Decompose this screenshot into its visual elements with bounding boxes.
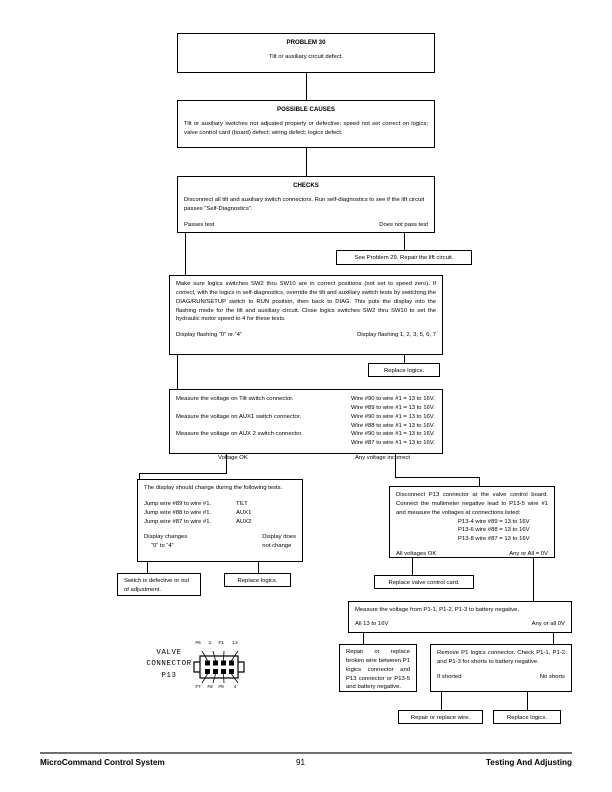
valve-connector-caption-l2: CONNECTOR — [146, 660, 192, 669]
connector-measure-right-h — [395, 477, 479, 478]
measure-row — [176, 413, 436, 431]
jump-row — [144, 509, 296, 518]
repair-replace-wire-text: Repair or replace wire. — [410, 715, 471, 721]
repair-broken-wire-box — [339, 644, 417, 692]
measure-leg-voltage-ok: Voltage OK — [218, 455, 248, 462]
footer-divider — [40, 752, 572, 754]
measure-p1-box — [348, 601, 572, 633]
display-leg-no-change — [262, 533, 296, 551]
jump-label-aux1: AUX1 — [236, 509, 252, 516]
p13-list-item: P13-8 wire #87 = 13 to 16V — [458, 536, 530, 543]
logics-leg-flash-0-4: Display flashing “0” or “4” — [176, 332, 242, 339]
p13-disconnect-box — [389, 486, 555, 558]
jump-row — [144, 500, 296, 509]
p13-disconnect-text: Disconnect P13 connector at the valve control board. Connect the multimeter negative lead to P13-5 wire #1 and measure the voltages at connections listed: — [396, 492, 548, 516]
connector-pin-top-3: #1 — [218, 641, 224, 646]
connector-pin-bottom-1: #7 — [195, 685, 201, 690]
remove-p1-leg-shorted: If shorted — [437, 673, 462, 680]
measure-row — [176, 430, 436, 448]
measure-results-aux2 — [351, 430, 436, 448]
remove-p1-leg-no-shorts: No shorts — [539, 673, 565, 680]
replace-logics-box-2 — [224, 573, 291, 587]
measure-label-tilt: Measure the voltage on Tilt switch connector. — [176, 396, 294, 402]
measure-voltages-box — [169, 389, 443, 462]
checks-text: Disconnect all tilt and auxiliary switch connectors. Run self-diagnostics to see if the lift circuit passes "Self-Diagnostics". — [184, 197, 425, 212]
measure-result: Wire #90 to wire #1 = 13 to 16V. — [351, 413, 435, 420]
connector-pin-bottom-3: #9 — [218, 685, 224, 690]
jump-row — [144, 518, 296, 527]
valve-connector-caption-l1: VALVE — [156, 649, 182, 657]
see-problem-29-box — [336, 250, 472, 265]
connector-p1-right — [553, 633, 554, 644]
problem-box — [177, 33, 435, 73]
connector-pin-bottom-2: #8 — [207, 685, 213, 690]
connector-pin-top-4: 13 — [232, 641, 238, 646]
measure-leg-voltage-bad: Any voltage incorrect — [354, 455, 410, 462]
repair-broken-wire-text: Repair or replace broken wire between P1 logics connector and P13 connector or P13-5 and battery negative. — [346, 649, 410, 691]
connector-p13-right — [533, 558, 534, 601]
p13-list-item: P13-6 wire #88 = 13 to 16V — [458, 527, 530, 534]
remove-p1-box — [430, 644, 572, 692]
measure-label-aux1: Measure the voltage on AUX1 switch connector. — [176, 413, 302, 420]
logics-switches-box — [169, 275, 443, 355]
checks-leg-passes: Passes test — [184, 221, 215, 228]
connector-logics-right — [404, 355, 405, 363]
connector-checks-fail — [404, 233, 405, 250]
p13-leg-zero: Any or All = 0V — [509, 551, 548, 558]
checks-box — [177, 176, 435, 233]
possible-causes-title: POSSIBLE CAUSES — [277, 106, 335, 113]
jump-wire-aux1: Jump wire #88 to wire #1. — [144, 509, 212, 516]
problem-text: Tilt or auxiliary circuit defect. — [268, 54, 344, 61]
repair-replace-wire-box — [398, 710, 483, 724]
measure-p1-leg-zero: Any or all 0V — [531, 620, 565, 627]
display-leg-changes-l1: Display changes — [144, 534, 188, 541]
jump-wire-aux2: Jump wire #87 to wire #1. — [144, 518, 212, 525]
connector-display-right — [258, 562, 259, 573]
connector-pin-top-2: 1 — [208, 641, 212, 646]
measure-result: Wire #90 to wire #1 = 13 to 16V. — [351, 431, 435, 438]
logics-leg-flash-other: Display flashing 1, 2, 3, 5, 6, 7 — [357, 332, 436, 339]
problem-title: PROBLEM 30 — [286, 39, 326, 46]
switch-defective-text: Switch is defective or out of adjustment. — [124, 578, 190, 593]
display-leg-changes — [144, 533, 187, 551]
connector-causes-to-checks — [306, 148, 307, 176]
footer-right-text: Testing And Adjusting — [485, 758, 572, 767]
replace-logics-text-3: Replace logics. — [507, 715, 547, 721]
remove-p1-text: Remove P1 logics connector. Check P1-1, P1-2 and P1-3 for shorts to battery negative. — [437, 650, 565, 665]
replace-logics-box-1 — [368, 363, 440, 377]
measure-results-aux1 — [351, 413, 436, 431]
connector-display-left — [147, 562, 148, 573]
checks-title: CHECKS — [293, 182, 319, 189]
p13-leg-ok: All voltages OK — [396, 551, 437, 558]
jump-wire-tilt: Jump wire #89 to wire #1. — [144, 500, 212, 507]
measure-row — [176, 395, 436, 413]
connector-remove-p1-right — [527, 692, 528, 710]
replace-logics-box-3 — [493, 710, 561, 724]
measure-result: Wire #90 to wire #1 = 13 to 16V. — [351, 396, 435, 402]
connector-pin-bottom-4: 4 — [233, 685, 237, 690]
measure-result: Wire #89 to wire #1 = 13 to 16V. — [351, 404, 435, 411]
replace-valve-card-text: Replace valve control card. — [388, 580, 460, 586]
jump-label-aux2: AUX2 — [236, 518, 252, 525]
measure-result: Wire #88 to wire #1 = 13 to 16V. — [351, 422, 435, 429]
display-change-box — [137, 479, 303, 562]
replace-valve-card-box — [374, 575, 474, 589]
measure-p1-leg-ok: All 13 to 16V — [355, 620, 389, 627]
display-leg-no-change-l2: not change — [262, 543, 292, 550]
connector-measure-right-down — [479, 477, 480, 486]
possible-causes-box — [177, 100, 435, 148]
display-leg-changes-l2: “0” to “4” — [151, 543, 174, 550]
measure-result: Wire #87 to wire #1 = 13 to 16V. — [351, 440, 435, 447]
connector-p1-left — [363, 633, 364, 644]
display-change-text: The display should change during the following tests. — [144, 485, 283, 491]
switch-defective-box — [117, 573, 201, 596]
footer-left-text: MicroCommand Control System — [40, 758, 165, 767]
jump-label-tilt: TILT — [236, 500, 248, 507]
measure-p1-text: Measure the voltage from P1-1, P1-2, P1-3 to battery negative. — [355, 607, 520, 613]
measure-label-aux2: Measure the voltage on AUX 2 switch connector. — [176, 431, 303, 438]
see-problem-29-text: See Problem 29. Repair the lift circuit. — [354, 255, 454, 261]
footer-page-number: 91 — [296, 758, 306, 767]
connector-measure-left-h — [139, 473, 227, 474]
connector-remove-p1-left — [441, 692, 442, 710]
possible-causes-text: Tilt or auxiliary switches not adjusted properly or defective; speed not set correct on logics; valve control card (board) defect; wiring defect; logics defect. — [184, 121, 428, 136]
connector-logics-left — [177, 355, 178, 389]
connector-p13-left — [412, 558, 413, 575]
p13-list-item: P13-4 wire #89 = 13 to 16V — [458, 518, 530, 525]
connector-problem-to-causes — [306, 73, 307, 100]
replace-logics-text-1: Replace logics. — [384, 368, 424, 374]
logics-switches-text: Make sure logics switches SW2 thru SW10 are in correct positions (not set to speed zero). If correct, with the logics in self-diagnostics, override the tilt and auxiliary switch tests by switching the DIAG/RUN/SETUP switch to RUN position, then back to DIAG. This puts the display into the flashing mode for the tilt and auxiliary circuit. Close logics switches SW2 thru SW10 to set the hydraulic motor speed to 4 for these tests. — [176, 281, 436, 323]
connector-pin-top-1: #6 — [195, 641, 201, 646]
display-leg-no-change-l1: Display does — [262, 534, 296, 541]
measure-results-tilt — [351, 395, 436, 413]
valve-connector-caption-l3: P13 — [161, 671, 177, 680]
connector-checks-pass — [185, 233, 186, 275]
replace-logics-text-2: Replace logics. — [237, 578, 278, 584]
checks-leg-fails: Does not pass test — [379, 221, 428, 228]
